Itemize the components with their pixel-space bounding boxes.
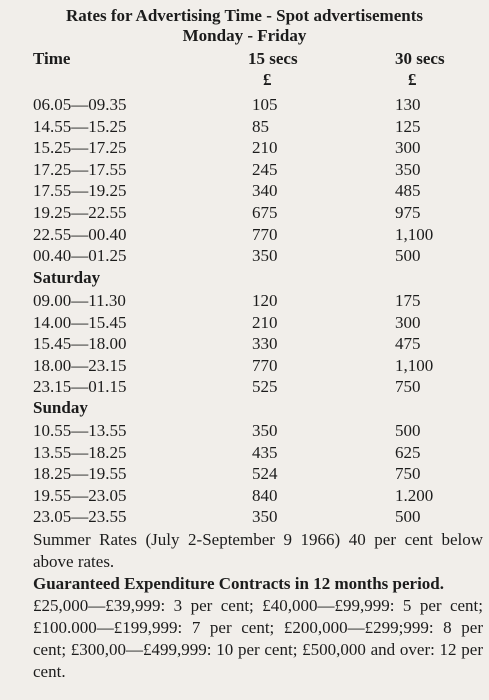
rate-30-secs: 475 xyxy=(395,334,421,354)
time-slot: 10.55—13.55 xyxy=(33,421,127,440)
contracts-discount-text: £25,000—£39,999: 3 per cent; £40,000—£99,999: 5 per cent; £100.000—£199,999: 7 per cent; £200,000—£299;999: 8 per cent; £300,00—£499,999: 10 per cent; £500,000 and over: 12 per cent. xyxy=(33,596,483,681)
rate-30-secs: 300 xyxy=(395,312,421,332)
time-slot: 00.40—01.25 xyxy=(33,246,127,266)
rate-15-secs: 770 xyxy=(252,355,278,375)
time-slot: 23.15—01.15 xyxy=(33,377,127,397)
rate-30-secs: 625 xyxy=(395,442,421,462)
time-slot: 09.00—11.30 xyxy=(33,291,126,310)
time-slot: 15.25—17.25 xyxy=(33,138,127,158)
rate-15-secs: 524 xyxy=(252,464,278,484)
summer-rates-note: Summer Rates (July 2-September 9 1966) 40 per cent below above rates. xyxy=(33,530,483,571)
time-slot: 13.55—18.25 xyxy=(33,442,127,462)
rate-15-secs: 210 xyxy=(252,138,278,158)
col-30-secs-header: 30 secs xyxy=(395,49,445,68)
currency-15-header: £ xyxy=(263,70,272,89)
rate-30-secs: 500 xyxy=(395,421,421,440)
rate-row xyxy=(0,333,489,354)
rate-row xyxy=(0,94,489,115)
rate-row xyxy=(0,290,489,311)
rate-15-secs: 105 xyxy=(252,95,278,114)
rate-15-secs: 210 xyxy=(252,312,278,332)
rate-30-secs: 1,100 xyxy=(395,355,434,375)
rate-30-secs: 485 xyxy=(395,181,421,201)
rate-row xyxy=(0,116,489,137)
rate-15-secs: 525 xyxy=(252,377,278,397)
rate-30-secs: 130 xyxy=(395,95,421,114)
time-slot: 17.55—19.25 xyxy=(33,181,127,201)
rate-30-secs: 1,100 xyxy=(395,224,434,244)
rate-15-secs: 435 xyxy=(252,442,278,462)
rate-row xyxy=(0,245,489,266)
rate-15-secs: 350 xyxy=(252,246,278,266)
time-slot: 19.55—23.05 xyxy=(33,485,127,505)
rate-row xyxy=(0,442,489,463)
rate-row xyxy=(0,376,489,397)
rate-30-secs: 175 xyxy=(395,291,421,310)
rate-row xyxy=(0,355,489,376)
rate-15-secs: 85 xyxy=(252,116,269,136)
currency-30-header: £ xyxy=(408,70,417,89)
rate-row xyxy=(0,506,489,527)
rate-row xyxy=(0,463,489,484)
weekday-subtitle: Monday - Friday xyxy=(182,26,307,45)
rate-15-secs: 840 xyxy=(252,485,278,505)
rate-15-secs: 340 xyxy=(252,181,278,201)
rate-15-secs: 245 xyxy=(252,159,278,179)
rate-30-secs: 1.200 xyxy=(395,485,434,505)
rate-30-secs: 350 xyxy=(395,159,421,179)
rate-row xyxy=(0,159,489,180)
rate-30-secs: 975 xyxy=(395,203,421,222)
time-slot: 06.05—09.35 xyxy=(33,95,127,114)
time-slot: 18.00—23.15 xyxy=(33,355,127,375)
rate-30-secs: 300 xyxy=(395,138,421,158)
table-header-row xyxy=(0,48,489,69)
rate-row xyxy=(0,224,489,245)
rate-15-secs: 350 xyxy=(252,507,278,527)
document-title: Rates for Advertising Time - Spot advertisements xyxy=(66,6,423,25)
rate-30-secs: 125 xyxy=(395,116,421,136)
time-slot: 18.25—19.55 xyxy=(33,464,127,484)
time-column-header: Time xyxy=(33,49,71,68)
rate-15-secs: 330 xyxy=(252,334,278,354)
saturday-heading: Saturday xyxy=(33,268,101,287)
rate-15-secs: 770 xyxy=(252,224,278,244)
rate-30-secs: 500 xyxy=(395,507,421,527)
rate-row xyxy=(0,420,489,441)
sunday-heading: Sunday xyxy=(33,398,88,417)
time-slot: 15.45—18.00 xyxy=(33,334,127,354)
time-slot: 22.55—00.40 xyxy=(33,224,127,244)
col-15-secs-header: 15 secs xyxy=(248,49,298,68)
rate-30-secs: 750 xyxy=(395,377,421,397)
time-slot: 19.25—22.55 xyxy=(33,203,127,222)
time-slot: 14.55—15.25 xyxy=(33,116,127,136)
rate-row xyxy=(0,180,489,201)
time-slot: 17.25—17.55 xyxy=(33,159,127,179)
rate-row xyxy=(0,202,489,223)
rate-row xyxy=(0,312,489,333)
rate-30-secs: 750 xyxy=(395,464,421,484)
currency-header-row xyxy=(0,69,489,90)
rate-15-secs: 350 xyxy=(252,421,278,440)
rate-row xyxy=(0,137,489,158)
contracts-heading: Guaranteed Expenditure Contracts in 12 months period. xyxy=(33,574,445,593)
rate-15-secs: 120 xyxy=(252,291,278,310)
rate-30-secs: 500 xyxy=(395,246,421,266)
rate-15-secs: 675 xyxy=(252,203,278,222)
time-slot: 23.05—23.55 xyxy=(33,507,127,527)
time-slot: 14.00—15.45 xyxy=(33,312,127,332)
rate-row xyxy=(0,485,489,506)
